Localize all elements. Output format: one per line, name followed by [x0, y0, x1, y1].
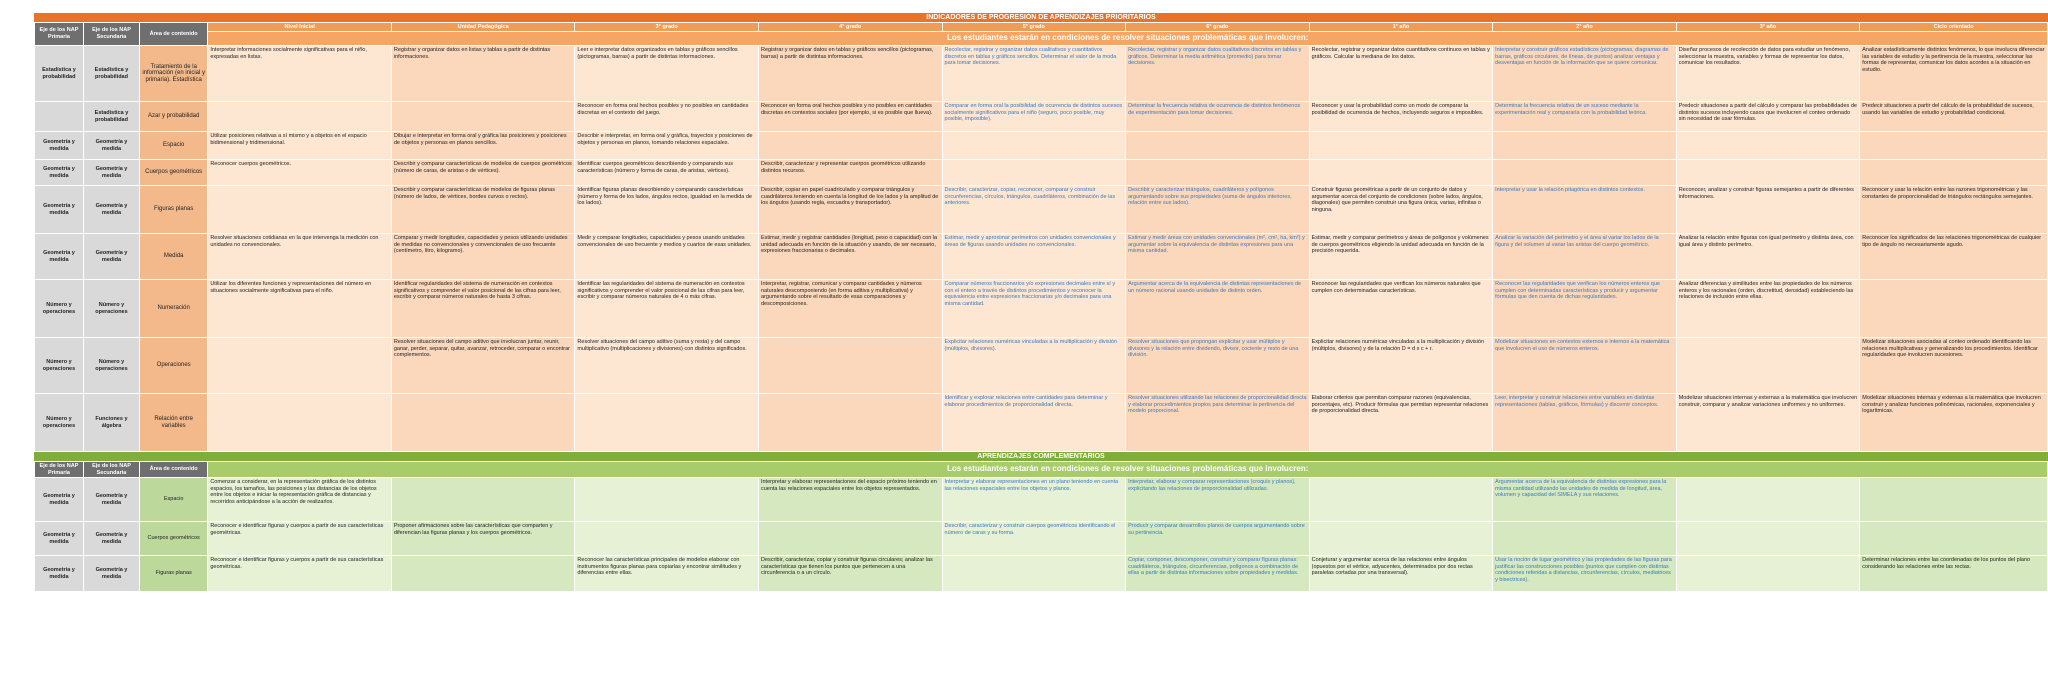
indicator-cell: Estimar y medir áreas con unidades convencionales (m², cm², ha, km²) y argumentar sobre la equivalencia de distintas expresiones para una misma cantidad.	[1126, 234, 1310, 280]
area-cell: Figuras planas	[140, 556, 208, 592]
indicator-cell: Explicitar relaciones numéricas vinculadas a la multiplicación y división (múltiplos, divisores) y de la relación D = d x c + r.	[1309, 338, 1493, 394]
indicator-cell	[1860, 522, 2048, 556]
indicator-cell: Reconocer en forma oral hechos posibles y no posibles en cantidades discretas en el contexto del juego.	[575, 102, 759, 132]
indicator-cell: Estimar, medir y comparar perímetros y áreas de polígonos y volúmenes de cuerpos geométricos eligiendo la unidad adecuada en función de la precisión requerida.	[1309, 234, 1493, 280]
indicator-cell: Interpretar y usar la relación pitagórica en distintos contextos.	[1493, 186, 1677, 234]
indicator-cell	[1676, 160, 1860, 186]
indicator-cell: Interpretar y elaborar representaciones del espacio próximo teniendo en cuenta las relaciones espaciales entre los objetos representados.	[758, 478, 942, 522]
indicator-cell	[1860, 132, 2048, 160]
col-header: 3° año	[1676, 23, 1860, 32]
indicator-cell: Leer, interpretar y construir relaciones entre variables en distintas representaciones (tablas, gráficos, fórmulas) y discernir conceptos.	[1493, 394, 1677, 452]
indicator-cell: Conjeturar y argumentar acerca de las relaciones entre ángulos (opuestos por el vértice, adyacentes, determinados por dos rectas paralelas cortadas por una transversal).	[1309, 556, 1493, 592]
area-cell: Figuras planas	[140, 186, 208, 234]
indicator-cell: Describir, copiar en papel cuadriculado y comparar triángulos y cuadriláteros teniendo en cuenta la longitud de los lados y la amplitud de los ángulos (usando regla, escuadra y transportador).	[758, 186, 942, 234]
indicator-cell: Describir y comparar características de modelos de cuerpos geométricos (número de caras, de aristas o de vértices).	[391, 160, 575, 186]
indicator-cell: Registrar y organizar datos en tablas y gráficos sencillos (pictogramas, barras) a partir de distintas informaciones.	[758, 46, 942, 102]
eje-secundaria-cell: Geometría y medida	[83, 234, 139, 280]
indicator-cell	[391, 478, 575, 522]
eje-primaria-cell: Geometría y medida	[35, 478, 84, 522]
indicator-cell: Reconocer los significados de las relaciones trigonométricas de cualquier tipo de ángulo no necesariamente agudo.	[1860, 234, 2048, 280]
indicator-cell	[1309, 160, 1493, 186]
indicator-cell: Interpretar, registrar, comunicar y comparar cantidades y números naturales descomponiendo (en forma aditiva y multiplicativa) y argumentando sobre el resultado de esas comparaciones y descomposiciones.	[758, 280, 942, 338]
indicator-cell	[208, 102, 392, 132]
indicator-cell: Describir, caracterizar, copiar, reconocer, comparar y construir circunferencias, círculos, triángulos, cuadriláteros, combinación de las anteriores.	[942, 186, 1126, 234]
indicator-cell: Reconocer las características principales de modelos elaborar con instrumentos figuras planas para copiarlas y encontrar similitudes y diferencias entre ellas.	[575, 556, 759, 592]
table-row	[35, 46, 2048, 102]
indicator-cell: Interpretar informaciones socialmente significativas para el niño, expresadas en listas.	[208, 46, 392, 102]
indicator-cell: Dibujar e interpretar en forma oral y gráfica las posiciones y posiciones de objetos y personas en planos sencillos.	[391, 132, 575, 160]
col-header: Nivel Inicial	[208, 23, 392, 32]
table-row	[35, 132, 2048, 160]
indicator-cell: Utilizar posiciones relativas a sí mismo y a objetos en el espacio bidimensional y tridimensional.	[208, 132, 392, 160]
indicator-cell: Modelizar situaciones en contextos externos e internos a la matemática que involucren el uso de números enteros.	[1493, 338, 1677, 394]
eje-primaria-cell: Geometría y medida	[35, 234, 84, 280]
indicator-cell: Predecir situaciones a partir del cálculo y comparar las probabilidades de distintos sucesos incluyendo casos que involucren el conteo ordenado sin necesidad de usar fórmulas.	[1676, 102, 1860, 132]
table-row	[35, 234, 2048, 280]
comp-eje-secundaria-header: Eje de los NAP Secundaria	[83, 462, 139, 478]
indicator-cell: Copiar, componer, descomponer, construir y comparar figuras planas: cuadriláteros, triángulos, circunferencias, polígonos a combinación de ellas a partir de distintas informaciones sobre propiedades y medidas.	[1126, 556, 1310, 592]
area-cell: Cuerpos geométricos	[140, 522, 208, 556]
indicator-cell: Resolver situaciones cotidianas en la que intervenga la medición con unidades no convencionales.	[208, 234, 392, 280]
indicator-cell: Recolectar, registrar y organizar datos cualitativos y cuantitativos discretos en tablas y gráficos sencillos. Determinar el valor de la moda para tomar decisiones.	[942, 46, 1126, 102]
indicator-cell: Reconocer, analizar y construir figuras semejantes a partir de diferentes informaciones.	[1676, 186, 1860, 234]
indicator-cell: Proponer afirmaciones sobre las características que comparten y diferencian las figuras planas y los cuerpos geométricos.	[391, 522, 575, 556]
col-header: Ciclo orientado	[1860, 23, 2048, 32]
indicator-cell	[1493, 160, 1677, 186]
indicator-cell: Describir, caracterizar y representar cuerpos geométricos utilizando distintos recursos.	[758, 160, 942, 186]
indicator-cell: Reconocer y usar la probabilidad como un modo de comparar la posibilidad de ocurrencia de hechos, incluyendo seguros e imposibles.	[1309, 102, 1493, 132]
table-row	[35, 394, 2048, 452]
table-row	[35, 338, 2048, 394]
indicator-cell: Resolver situaciones que propongan explicitar y usar múltiplos y divisores y la relación entre dividendo, divisor, cociente y resto de una división.	[1126, 338, 1310, 394]
indicator-cell: Resolver situaciones del campo aditivo que involucran juntar, reunir, ganar, perder, separar, quitar, avanzar, retroceder, comparar o encontrar complementos.	[391, 338, 575, 394]
indicator-cell: Resolver situaciones utilizando las relaciones de proporcionalidad directa y elaborar procedimientos propios para determinar la pertinencia del modelo proporcional.	[1126, 394, 1310, 452]
main-table	[34, 22, 2048, 452]
col-header: 5° grado	[942, 23, 1126, 32]
area-cell: Medida	[140, 234, 208, 280]
eje-primaria-cell: Geometría y medida	[35, 160, 84, 186]
indicator-cell	[208, 186, 392, 234]
area-cell: Espacio	[140, 478, 208, 522]
indicator-cell	[208, 338, 392, 394]
area-cell: Azar y probabilidad	[140, 102, 208, 132]
eje-secundaria-cell: Funciones y álgebra	[83, 394, 139, 452]
subtitle-row	[35, 32, 2048, 46]
eje-primaria-cell: Número y operaciones	[35, 394, 84, 452]
indicator-cell: Reconocer e identificar figuras y cuerpos a partir de sus características geométricas.	[208, 556, 392, 592]
indicator-cell: Describir, caracterizar y construir cuerpos geométricos identificando el número de caras y su forma.	[942, 522, 1126, 556]
main-title: INDICADORES DE PROGRESIÓN DE APRENDIZAJES PRIORITARIOS	[34, 13, 2048, 22]
indicator-cell: Describir y comparar características de modelos de figuras planas (número de lados, de vértices, bordes curvos o rectos).	[391, 186, 575, 234]
eje-primaria-cell: Número y operaciones	[35, 338, 84, 394]
col-header: 2° año	[1493, 23, 1677, 32]
indicator-cell: Determinar relaciones entre las coordenadas de los puntos del plano considerando las relaciones entre las rectas.	[1860, 556, 2048, 592]
table-row	[35, 280, 2048, 338]
indicator-cell	[942, 556, 1126, 592]
indicator-cell	[1676, 522, 1860, 556]
indicator-cell: Describir, caracterizar, copiar y construir figuras circulares; analizar las características que tienen los puntos que pertenecen a una circunferencia o a un círculo.	[758, 556, 942, 592]
area-cell: Espacio	[140, 132, 208, 160]
indicator-cell: Diseñar procesos de recolección de datos para estudiar un fenómeno, seleccionar la muestra, variables y formas de representar los datos, comunicar los resultados.	[1676, 46, 1860, 102]
eje-primaria-cell: Geometría y medida	[35, 556, 84, 592]
eje-secundaria-cell: Geometría y medida	[83, 132, 139, 160]
indicator-cell: Describir e interpretar, en forma oral y gráfica, trayectos y posiciones de objetos y personas en planos, tomando relaciones espaciales.	[575, 132, 759, 160]
indicator-cell: Determinar la frecuencia relativa de un suceso mediante la experimentación real y compararla con la probabilidad teórica.	[1493, 102, 1677, 132]
indicator-cell: Analizar estadísticamente distintos fenómenos, lo que involucra diferenciar las variables de estudio y la pertinencia de la muestra, seleccionar las formas de representar, comunicar los datos acordes a la situación en estudio.	[1860, 46, 2048, 102]
indicator-cell: Argumentar acerca de la equivalencia de distintas representaciones de un número racional usando unidades de distinto orden.	[1126, 280, 1310, 338]
table-row	[35, 478, 2048, 522]
indicator-cell: Reconocer e identificar figuras y cuerpos a partir de sus características geométricas.	[208, 522, 392, 556]
indicator-cell	[1493, 522, 1677, 556]
table-row	[35, 102, 2048, 132]
indicator-cell	[575, 522, 759, 556]
col-header: Unidad Pedagógica	[391, 23, 575, 32]
col-header: 6° grado	[1126, 23, 1310, 32]
indicator-cell: Modelizar situaciones internas y externas a la matemática que involucren construir, comparar y analizar variaciones uniformes y no uniformes.	[1676, 394, 1860, 452]
indicator-cell: Leer e interpretar datos organizados en tablas y gráficos sencillos (pictogramas, barras) a partir de distintas informaciones.	[575, 46, 759, 102]
col-header: 1° año	[1309, 23, 1493, 32]
indicator-cell	[942, 132, 1126, 160]
eje-secundaria-header: Eje de los NAP Secundaria	[83, 23, 139, 46]
indicator-cell: Determinar la frecuencia relativa de ocurrencia de distintos fenómenos de experimentación para tomar decisiones.	[1126, 102, 1310, 132]
table-row	[35, 160, 2048, 186]
indicator-cell: Reconocer cuerpos geométricos.	[208, 160, 392, 186]
indicator-cell: Reconocer y usar la relación entre las razones trigonométricas y las constantes de proporcionalidad de triángulos rectángulos semejantes.	[1860, 186, 2048, 234]
indicator-cell: Reconocer en forma oral hechos posibles y no posibles en cantidades discretas en contextos sociales (por ejemplo, si es posible que llueva).	[758, 102, 942, 132]
indicator-cell	[1126, 160, 1310, 186]
indicator-cell	[758, 522, 942, 556]
eje-primaria-cell: Geometría y medida	[35, 522, 84, 556]
eje-secundaria-cell: Número y operaciones	[83, 338, 139, 394]
indicator-cell: Identificar cuerpos geométricos describiendo y comparando sus características (número y forma de caras, de aristas, vértices).	[575, 160, 759, 186]
indicator-cell: Interpretar, elaborar y comparar representaciones (croquis y planos), explicitando las relaciones de proporcionalidad utilizadas.	[1126, 478, 1310, 522]
col-header: 4° grado	[758, 23, 942, 32]
indicator-cell: Estimar, medir y registrar cantidades (longitud, peso o capacidad) con la unidad adecuada en función de la situación y usando, de ser necesario, expresiones fraccionarias o decimales.	[758, 234, 942, 280]
eje-primaria-cell: Geometría y medida	[35, 186, 84, 234]
indicator-cell	[942, 160, 1126, 186]
table-row	[35, 522, 2048, 556]
indicator-cell: Construir figuras geométricas a partir de un conjunto de datos y argumentar acerca del conjunto de condiciones (sobre lados, ángulos, diagonales) que permiten construir una figura única, varias, infinitas o ninguna.	[1309, 186, 1493, 234]
indicator-cell	[1676, 132, 1860, 160]
indicator-cell: Usar la noción de lugar geométrico y las propiedades de las figuras para justificar las construcciones posibles (puntos que cumplen con distintas condiciones referidas a distancias, circunferencias, círculos, mediatrices y bisectrices).	[1493, 556, 1677, 592]
indicator-cell	[758, 338, 942, 394]
indicator-cell	[1309, 478, 1493, 522]
indicator-cell: Comparar y medir longitudes, capacidades y pesos utilizando unidades de medidas no convencionales y convencionales de uso frecuente (centímetro, litro, kilogramo).	[391, 234, 575, 280]
progression-sheet	[34, 13, 2048, 592]
indicator-cell	[208, 394, 392, 452]
comp-subtitle: Los estudiantes estarán en condiciones de resolver situaciones problemáticas que involucren:	[208, 462, 2048, 478]
comp-area-header: Área de contenido	[140, 462, 208, 478]
indicator-cell	[575, 478, 759, 522]
eje-primaria-cell	[35, 102, 84, 132]
indicator-cell: Comparar en forma oral la posibilidad de ocurrencia de distintos sucesos socialmente significativos para el niño (seguro, poco posible, muy posible, imposible).	[942, 102, 1126, 132]
eje-secundaria-cell: Geometría y medida	[83, 186, 139, 234]
table-row	[35, 556, 2048, 592]
indicator-cell	[1860, 280, 2048, 338]
area-cell: Tratamiento de la información (en inicial y primaria). Estadística	[140, 46, 208, 102]
eje-secundaria-cell: Número y operaciones	[83, 280, 139, 338]
col-header: 3° grado	[575, 23, 759, 32]
indicator-cell	[758, 394, 942, 452]
indicator-cell	[575, 394, 759, 452]
column-header-row	[35, 23, 2048, 32]
indicator-cell: Medir y comparar longitudes, capacidades y pesos usando unidades convencionales de uso frecuente y medios y cuartos de esas unidades.	[575, 234, 759, 280]
complementary-table	[34, 461, 2048, 592]
indicator-cell	[1309, 132, 1493, 160]
indicator-cell	[1126, 132, 1310, 160]
eje-secundaria-cell: Estadística y probabilidad	[83, 102, 139, 132]
indicator-cell: Utilizar los diferentes funciones y representaciones del número en situaciones socialmente significativas para el niño.	[208, 280, 392, 338]
indicator-cell	[1860, 478, 2048, 522]
indicator-cell	[758, 132, 942, 160]
indicator-cell: Interpretar y elaborar representaciones en un plano teniendo en cuenta las relaciones espaciales entre los objetos y planos.	[942, 478, 1126, 522]
indicator-cell: Recolectar, registrar y organizar datos cualitativos discretos en tablas y gráficos. Determinar la media aritmética (promedio) para tomar decisiones.	[1126, 46, 1310, 102]
indicator-cell: Identificar y explorar relaciones entre cantidades para determinar y elaborar procedimientos de proporcionalidad directa.	[942, 394, 1126, 452]
indicator-cell: Identificar las regularidades del sistema de numeración en contextos significativos y comprender el valor posicional de las cifras para leer, escribir y comparar números naturales de 4 o más cifras.	[575, 280, 759, 338]
eje-secundaria-cell: Geometría y medida	[83, 522, 139, 556]
area-cell: Numeración	[140, 280, 208, 338]
eje-secundaria-cell: Geometría y medida	[83, 160, 139, 186]
indicator-cell: Explicitar relaciones numéricas vinculadas a la multiplicación y división (múltiplos, divisores).	[942, 338, 1126, 394]
indicator-cell	[1676, 338, 1860, 394]
eje-secundaria-cell: Geometría y medida	[83, 556, 139, 592]
indicator-cell: Predecir situaciones a partir del cálculo de la probabilidad de sucesos, usando las variables de estudio y probabilidad condicional.	[1860, 102, 2048, 132]
indicator-cell: Modelizar situaciones asociadas al conteo ordenado identificando las relaciones multiplicativas y generalizando los procedimientos. Identificar regularidades que involucren sucesiones.	[1860, 338, 2048, 394]
comp-eje-primaria-header: Eje de los NAP Primaria	[35, 462, 84, 478]
indicator-cell: Producir y comparar desarrollos planos de cuerpos argumentando sobre su pertinencia.	[1126, 522, 1310, 556]
table-row	[35, 186, 2048, 234]
area-cell: Relación entre variables	[140, 394, 208, 452]
indicator-cell: Estimar, medir y aproximar perímetros con unidades convencionales y áreas de figuras usando unidades no convencionales.	[942, 234, 1126, 280]
complementary-title: APRENDIZAJES COMPLEMENTARIOS	[34, 452, 2048, 461]
indicator-cell	[1676, 478, 1860, 522]
indicator-cell	[391, 102, 575, 132]
indicator-cell: Modelizar situaciones internas y externas a la matemática que involucren construir y analizar funciones polinómicas, racionales, exponenciales y logarítmicas.	[1860, 394, 2048, 452]
indicator-cell	[1309, 522, 1493, 556]
subtitle: Los estudiantes estarán en condiciones de resolver situaciones problemáticas que involucren:	[208, 32, 2048, 46]
indicator-cell: Describir y caracterizar triángulos, cuadriláteros y polígonos argumentando sobre sus propiedades (suma de ángulos interiores, relación entre sus lados).	[1126, 186, 1310, 234]
area-header: Área de contenido	[140, 23, 208, 46]
area-cell: Operaciones	[140, 338, 208, 394]
eje-primaria-header: Eje de los NAP Primaria	[35, 23, 84, 46]
indicator-cell	[391, 394, 575, 452]
eje-primaria-cell: Estadística y probabilidad	[35, 46, 84, 102]
comp-body	[35, 478, 2048, 592]
main-body	[35, 46, 2048, 452]
eje-primaria-cell: Geometría y medida	[35, 132, 84, 160]
indicator-cell: Registrar y organizar datos en listas y tablas a partir de distintas informaciones.	[391, 46, 575, 102]
indicator-cell: Recolectar, registrar y organizar datos cuantitativos continuos en tablas y gráficos. Calcular la mediana de los datos.	[1309, 46, 1493, 102]
indicator-cell: Analizar la variación del perímetro y el área al variar los lados de la figura y del volumen al variar las aristas del cuerpo geométrico.	[1493, 234, 1677, 280]
area-cell: Cuerpos geométricos	[140, 160, 208, 186]
indicator-cell: Reconocer las regularidades que verifican los números naturales que cumplen con determinadas características.	[1309, 280, 1493, 338]
indicator-cell: Interpretar y construir gráficos estadísticos (pictogramas, diagramas de barras, gráficos circulares, de líneas, de puntos) analizar ventajas y desventajas en función de la información que se quiere comunicar.	[1493, 46, 1677, 102]
indicator-cell: Identificar regularidades del sistema de numeración en contextos significativos y comprender el valor posicional de las cifras para leer, escribir y comparar números naturales de hasta 3 cifras.	[391, 280, 575, 338]
indicator-cell: Comenzar a considerar, en la representación gráfica de los distintos espacios, los tamaños, las posiciones y las distancias de los objetos entre los objetos e iniciar la representación gráfica de distancias y recorridos anticipándose a la acción de realizarlos.	[208, 478, 392, 522]
eje-secundaria-cell: Estadística y probabilidad	[83, 46, 139, 102]
indicator-cell: Analizar la relación entre figuras con igual perímetro y distinta área, con igual área y distinto perímetro.	[1676, 234, 1860, 280]
indicator-cell	[1860, 160, 2048, 186]
indicator-cell: Comparar números fraccionarios y/o expresiones decimales entre sí y con el entero a través de distintos procedimientos y reconocer la equivalencia entre expresiones fraccionarias y/o decimales para una misma cantidad.	[942, 280, 1126, 338]
indicator-cell: Reconocer las regularidades que verifican los números enteros que cumplen con determinadas características y producir y argumentar fórmulas que den cuenta de dichas regularidades.	[1493, 280, 1677, 338]
indicator-cell	[391, 556, 575, 592]
indicator-cell: Elaborar criterios que permitan comparar razones (equivalencias, porcentajes, etc). Producir fórmulas que permitan representar relaciones de proporcionalidad directa.	[1309, 394, 1493, 452]
indicator-cell: Argumentar acerca de la equivalencia de distintas expresiones para la misma cantidad utilizando las unidades de medida de longitud, área, volumen y capacidad del SIMELA y sus relaciones.	[1493, 478, 1677, 522]
indicator-cell: Identificar figuras planas describiendo y comparando características (número y forma de los lados, ángulos rectos, igualdad en la medida de los lados).	[575, 186, 759, 234]
eje-primaria-cell: Número y operaciones	[35, 280, 84, 338]
indicator-cell	[1676, 556, 1860, 592]
indicator-cell: Analizar diferencias y similitudes entre las propiedades de los números enteros y los racionales (orden, discretitud, densidad) estableciendo las relaciones de inclusión entre ellas.	[1676, 280, 1860, 338]
indicator-cell	[1493, 132, 1677, 160]
comp-subtitle-row	[35, 462, 2048, 478]
indicator-cell: Resolver situaciones del campo aditivo (suma y resta) y del campo multiplicativo (multiplicaciones y divisiones) con distintos significados.	[575, 338, 759, 394]
eje-secundaria-cell: Geometría y medida	[83, 478, 139, 522]
